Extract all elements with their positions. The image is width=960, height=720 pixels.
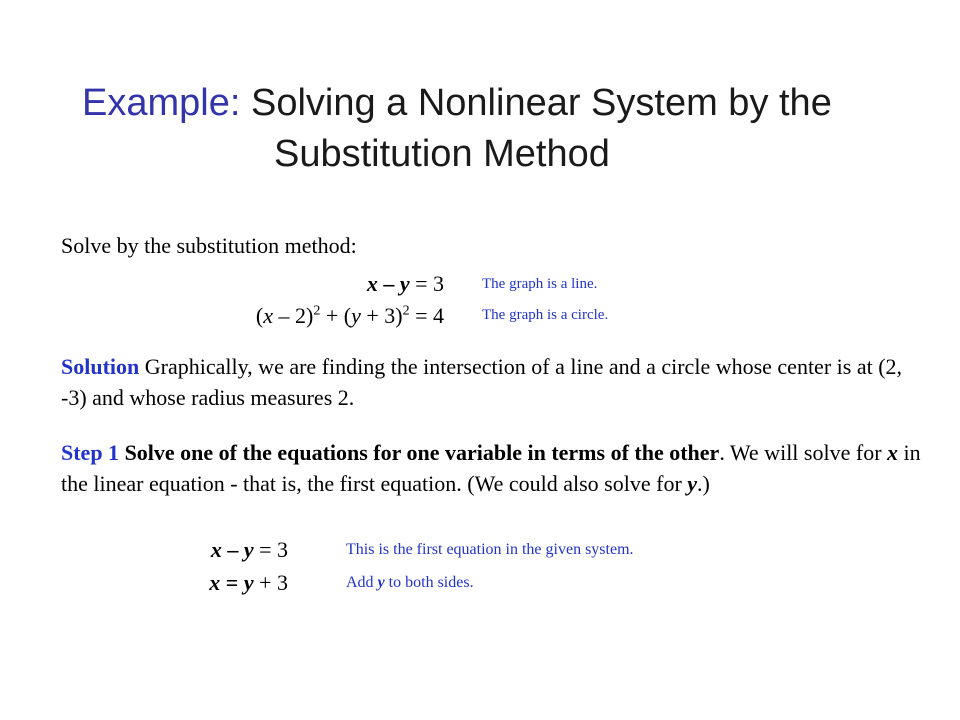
solution-label: Solution (61, 354, 140, 379)
equation-line-note: The graph is a line. (482, 276, 598, 292)
equation-circle: $(x - 2)^2 + (y + 3)^2 = 4$ (255, 303, 444, 328)
title-main-line-2: Substitution Method (274, 133, 610, 175)
title-line-1 (82, 78, 832, 129)
intro-text: Solve by the substitution method: (61, 233, 357, 258)
slide-title (82, 78, 832, 180)
equation-circle-note: The graph is a circle. (482, 307, 609, 323)
title-prefix: Example: (82, 82, 241, 124)
step-1-equation-b-note: Add y to both sides. (346, 574, 474, 591)
equation-line: x – y = 3 (366, 271, 444, 296)
step-1-label: Step 1 (61, 440, 120, 465)
title-main-line-1: Solving a Nonlinear System by the (250, 82, 832, 124)
step-1-equation-a: x – y = 3 (210, 537, 288, 562)
step-1-equation-a-note: This is the first equation in the given system. (346, 541, 634, 558)
step-1-equation-b: x = y + 3 (209, 570, 288, 595)
step-1-paragraph: Step 1 Solve one of the equations for one variable in terms of the other. We will solve for x in the linear equation - that is, the first equation. (We could also solve for y.) (61, 440, 921, 496)
solution-paragraph: Solution Graphically, we are finding the intersection of a line and a circle whose center is at (2, -3) and whose radius measures 2. (61, 354, 903, 410)
